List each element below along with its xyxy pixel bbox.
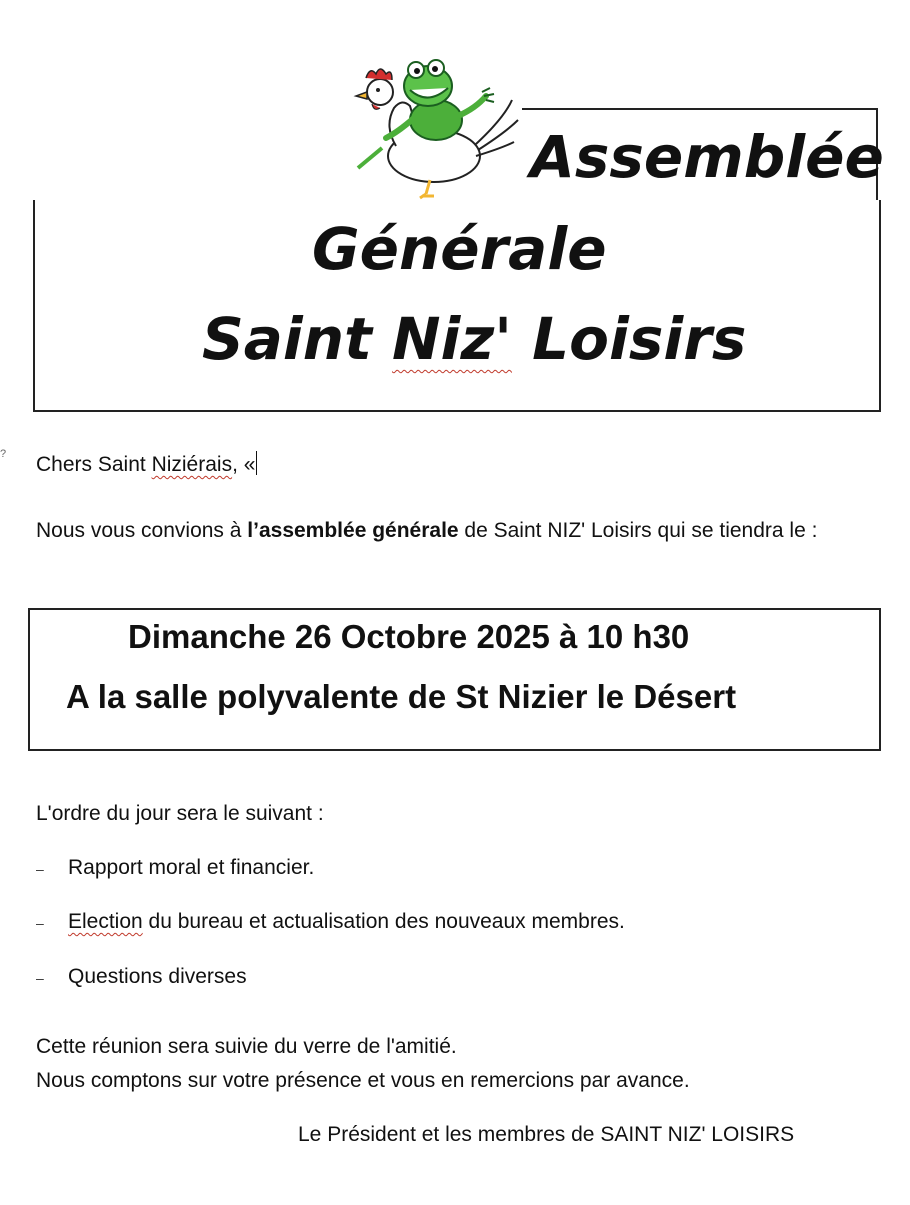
title-line-1: Assemblée (530, 123, 884, 191)
title-line-3-spellcheck-word: Niz' (392, 305, 512, 373)
greeting-suffix: , « (232, 453, 256, 476)
agenda-item (36, 960, 247, 995)
title-line-2: Générale (312, 215, 607, 283)
agenda-item-text: Questions diverses (68, 965, 247, 988)
greeting-spellcheck-word: Niziérais (151, 453, 233, 476)
greeting[interactable] (36, 448, 257, 482)
agenda-intro: L'ordre du jour sera le suivant : (36, 802, 324, 825)
agenda-item (36, 905, 625, 940)
agenda-item (36, 851, 314, 886)
text-cursor (256, 451, 257, 475)
event-location: A la salle polyvalente de St Nizier le Désert (66, 678, 737, 715)
signature: Le Président et les membres de SAINT NIZ' LOISIRS (298, 1123, 795, 1146)
margin-mark: ? (0, 448, 7, 460)
invitation-after-bold: de Saint NIZ' Loisirs qui se tiendra le : (458, 519, 818, 542)
agenda-item-text: Rapport moral et financier. (68, 856, 315, 879)
bullet-dash: – (36, 915, 44, 931)
title-line-3-part-1: Saint (202, 305, 393, 373)
title-line-3-part-2: Loisirs (511, 305, 747, 373)
frog-on-rooster-icon (336, 48, 522, 200)
event-date: Dimanche 26 Octobre 2025 à 10 h30 (128, 618, 690, 655)
invitation-before-bold: Nous vous convions à (36, 519, 248, 542)
closing-line-2: Nous comptons sur votre présence et vous en remercions par avance. (36, 1069, 690, 1092)
title-line-3 (202, 305, 747, 373)
bullet-dash: – (36, 970, 44, 986)
invitation-paragraph (36, 514, 870, 548)
invitation-bold: l’assemblée générale (247, 519, 459, 542)
bullet-dash: – (36, 861, 44, 877)
greeting-prefix: Chers Saint (36, 453, 152, 476)
agenda-item-text: du bureau et actualisation des nouveaux membres. (142, 910, 625, 933)
closing-line-1: Cette réunion sera suivie du verre de l'amitié. (36, 1035, 457, 1058)
agenda-item-spellcheck-word: Election (68, 910, 143, 933)
